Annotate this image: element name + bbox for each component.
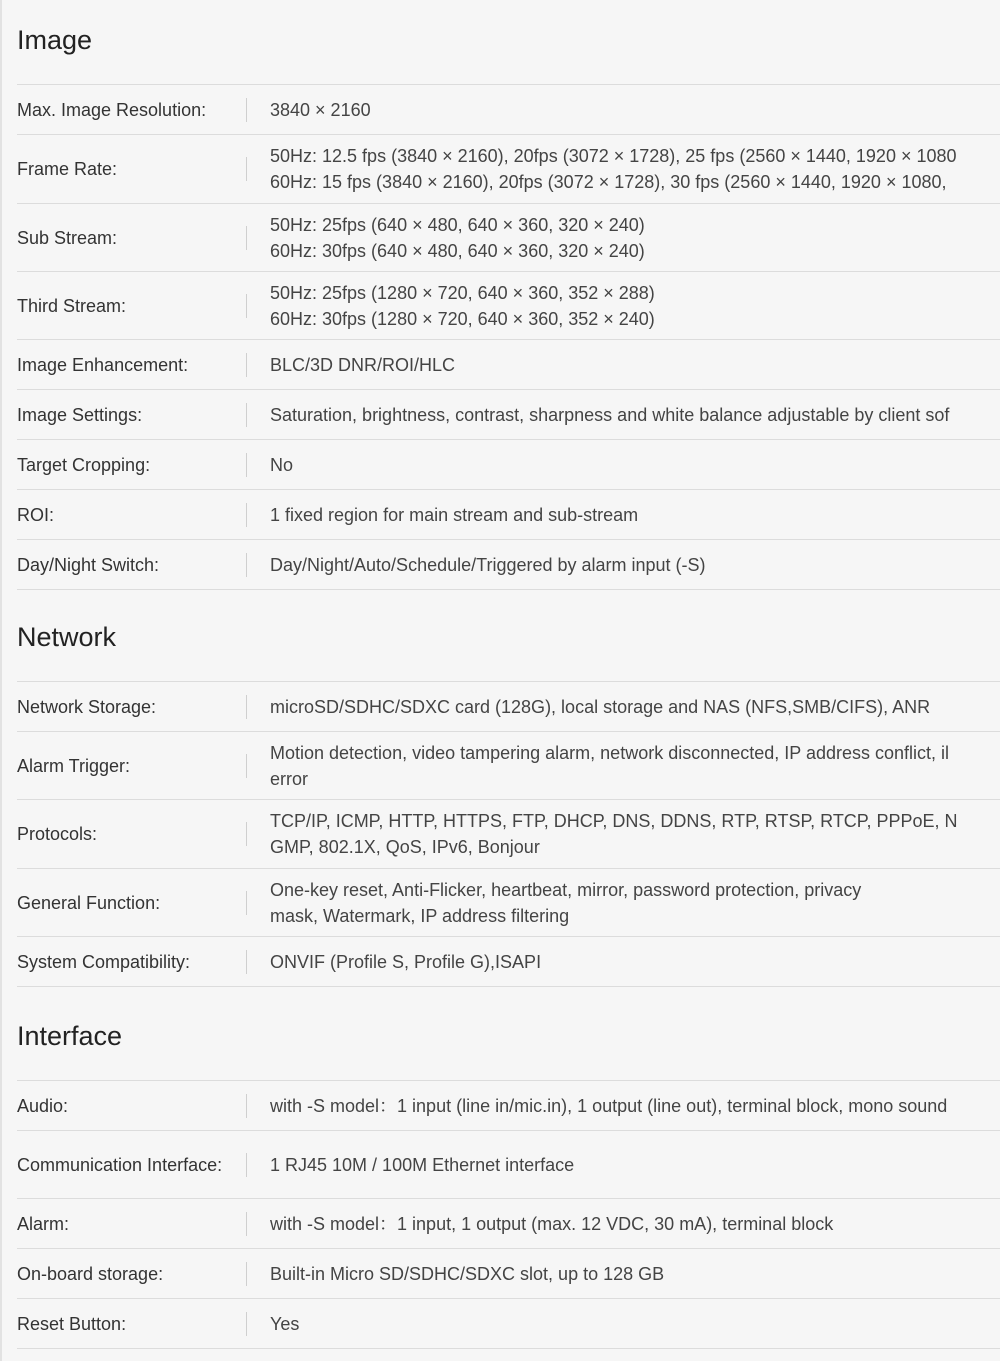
spec-label: ROI:	[17, 504, 55, 525]
spec-label: Protocols:	[17, 824, 98, 844]
spec-label: Frame Rate:	[17, 159, 118, 179]
section-title: Network	[17, 622, 117, 652]
spec-value	[247, 212, 1000, 264]
spec-label: System Compatibility:	[17, 951, 191, 972]
spec-table	[17, 681, 1000, 987]
spec-row	[17, 937, 1000, 987]
spec-value-line: 60Hz: 15 fps (3840 × 2160), 20fps (3072 × 1728), 30 fps (2560 × 1440, 1920 × 1080,	[270, 172, 947, 192]
spec-value-line: One-key reset, Anti-Flicker, heartbeat, mirror, password protection, privacy	[270, 879, 862, 900]
spec-value	[247, 352, 1000, 378]
spec-value-line: with -S model：1 input (line in/mic.in), 1 output (line out), terminal block, mono sound	[270, 1095, 948, 1116]
spec-value	[247, 452, 1000, 478]
spec-label: Reset Button:	[17, 1313, 127, 1334]
spec-row	[17, 682, 1000, 732]
spec-row	[17, 135, 1000, 204]
spec-label: General Function:	[17, 892, 161, 913]
spec-row	[17, 204, 1000, 272]
spec-label: Sub Stream:	[17, 227, 118, 248]
spec-value	[247, 552, 1000, 578]
spec-label: Network Storage:	[17, 696, 157, 717]
spec-row	[17, 272, 1000, 340]
spec-value	[247, 97, 1000, 123]
spec-row	[17, 340, 1000, 390]
spec-row	[17, 732, 1000, 800]
spec-value	[247, 1093, 1000, 1119]
spec-value	[247, 808, 1000, 860]
spec-value-line: Saturation, brightness, contrast, sharpness and white balance adjustable by client sof	[270, 404, 950, 425]
spec-value-line: Built-in Micro SD/SDHC/SDXC slot, up to 128 GB	[270, 1263, 665, 1284]
spec-value	[247, 877, 1000, 929]
spec-value-line: GMP, 802.1X, QoS, IPv6, Bonjour	[270, 837, 540, 857]
spec-row	[17, 1081, 1000, 1131]
spec-value-line: 1 RJ45 10M / 100M Ethernet interface	[270, 1154, 575, 1175]
spec-value	[247, 280, 1000, 332]
spec-value	[247, 1152, 1000, 1178]
spec-label: Third Stream:	[17, 295, 127, 316]
spec-value-line: Day/Night/Auto/Schedule/Triggered by alarm input (-S)	[270, 554, 706, 575]
section-title: Image	[17, 25, 93, 55]
spec-row	[17, 800, 1000, 869]
spec-label: On-board storage:	[17, 1263, 164, 1284]
spec-value	[247, 402, 1000, 428]
section-interface	[17, 996, 1000, 1349]
section-network	[17, 597, 1000, 987]
spec-value	[247, 740, 1000, 792]
section-title: Interface	[17, 1021, 123, 1051]
spec-row	[17, 490, 1000, 540]
spec-label: Communication Interface:	[17, 1154, 223, 1175]
spec-value	[247, 1211, 1000, 1237]
spec-value-line: 50Hz: 25fps (640 × 480, 640 × 360, 320 × 240)	[270, 214, 645, 235]
spec-row	[17, 390, 1000, 440]
spec-value-line: Yes	[270, 1313, 300, 1334]
spec-value-line: Motion detection, video tampering alarm, network disconnected, IP address conflict, il	[270, 742, 950, 763]
spec-label: Audio:	[17, 1095, 69, 1116]
spec-value-line: microSD/SDHC/SDXC card (128G), local storage and NAS (NFS,SMB/CIFS), ANR	[270, 696, 931, 717]
spec-value-line: BLC/3D DNR/ROI/HLC	[270, 354, 456, 375]
spec-value-line: No	[270, 454, 294, 475]
spec-value-line: 50Hz: 25fps (1280 × 720, 640 × 360, 352 × 288)	[270, 282, 655, 303]
spec-value-line: error	[270, 768, 309, 789]
spec-row	[17, 440, 1000, 490]
spec-row	[17, 1131, 1000, 1199]
page-left-border	[0, 0, 2, 1361]
spec-label: Max. Image Resolution:	[17, 99, 207, 120]
spec-value	[247, 694, 1000, 720]
spec-value	[247, 949, 1000, 975]
spec-label: Alarm:	[17, 1213, 70, 1234]
spec-value	[247, 1261, 1000, 1287]
spec-value-line: 1 fixed region for main stream and sub-stream	[270, 504, 639, 525]
spec-label: Image Enhancement:	[17, 354, 189, 375]
spec-row	[17, 85, 1000, 135]
spec-value-line: TCP/IP, ICMP, HTTP, HTTPS, FTP, DHCP, DNS, DDNS, RTP, RTSP, RTCP, PPPoE, N	[270, 811, 958, 831]
spec-label: Alarm Trigger:	[17, 755, 131, 776]
spec-value-line: mask, Watermark, IP address filtering	[270, 905, 570, 926]
spec-row	[17, 1249, 1000, 1299]
spec-value-line: 50Hz: 12.5 fps (3840 × 2160), 20fps (3072 × 1728), 25 fps (2560 × 1440, 1920 × 1080	[270, 146, 957, 166]
spec-value	[247, 143, 1000, 195]
spec-label: Day/Night Switch:	[17, 554, 160, 575]
spec-value-line: 60Hz: 30fps (640 × 480, 640 × 360, 320 × 240)	[270, 240, 645, 261]
spec-table	[17, 1080, 1000, 1349]
spec-row	[17, 1299, 1000, 1349]
spec-value-line: ONVIF (Profile S, Profile G),ISAPI	[270, 951, 542, 972]
spec-row	[17, 869, 1000, 937]
spec-value-line: 3840 × 2160	[270, 99, 371, 120]
spec-row	[17, 1199, 1000, 1249]
spec-value	[247, 502, 1000, 528]
spec-value-line: with -S model：1 input, 1 output (max. 12 VDC, 30 mA), terminal block	[270, 1213, 834, 1234]
spec-label: Target Cropping:	[17, 454, 151, 475]
spec-row	[17, 540, 1000, 590]
spec-value	[247, 1311, 1000, 1337]
spec-value-line: 60Hz: 30fps (1280 × 720, 640 × 360, 352 × 240)	[270, 308, 655, 329]
spec-label: Image Settings:	[17, 404, 143, 425]
spec-table	[17, 84, 1000, 590]
section-image	[17, 0, 1000, 590]
